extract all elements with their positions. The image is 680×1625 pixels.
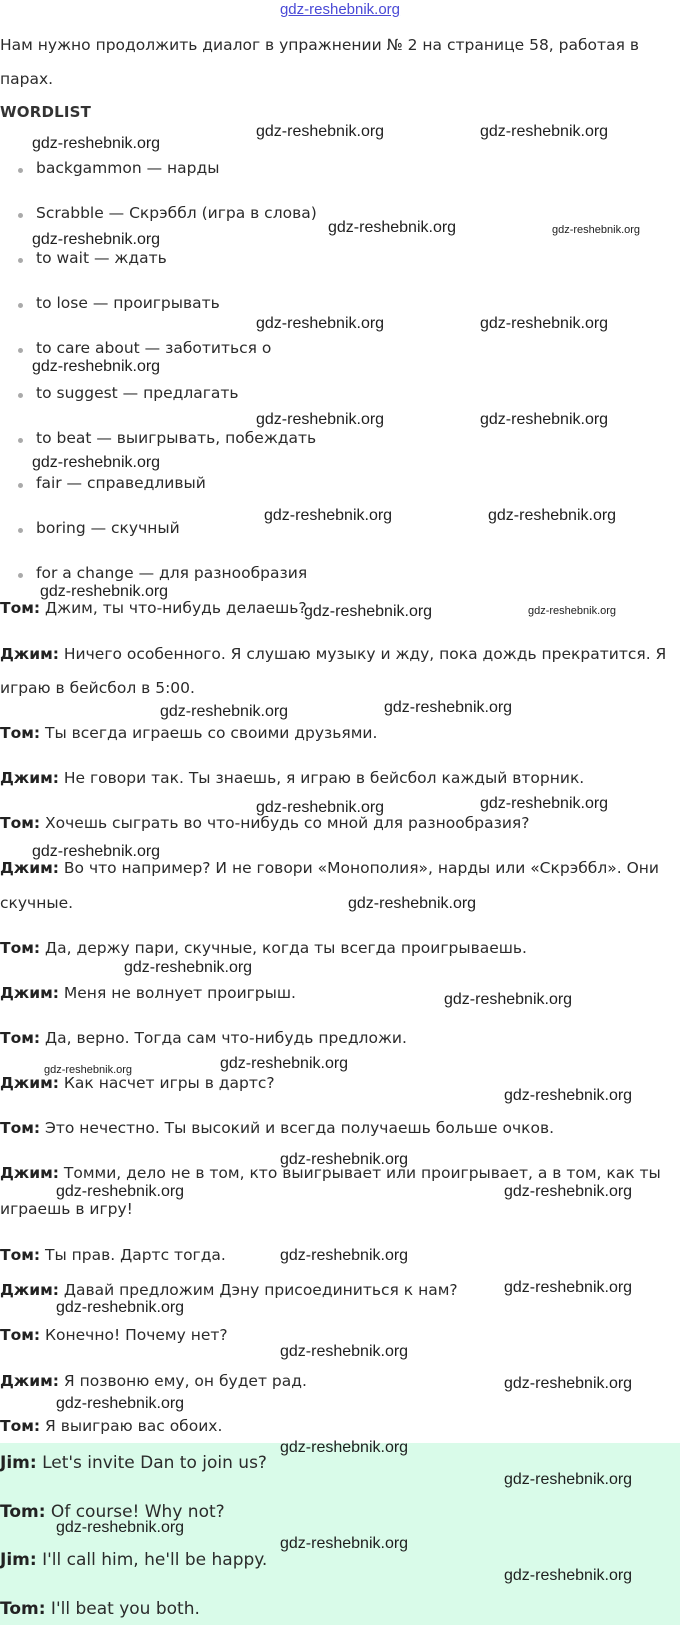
wordlist-item: to suggest — предлагать — [36, 384, 239, 402]
bullet-dot — [18, 393, 23, 398]
speaker-label: Джим: — [0, 1074, 59, 1092]
dialogue-text: Это нечестно. Ты высокий и всегда получаешь больше очков. — [40, 1119, 555, 1137]
english-line — [0, 1598, 200, 1620]
dialogue-text: Томми, дело не в том, кто выигрывает или проигрывает, а в том, как ты — [58, 1164, 661, 1182]
dialogue-line — [0, 768, 584, 788]
dialogue-text: Меня не волнует проигрыш. — [58, 984, 296, 1002]
watermark: gdz-reshebnik.org — [504, 1567, 633, 1584]
watermark: gdz-reshebnik.org — [32, 358, 161, 375]
intro-line-2: парах. — [0, 70, 54, 88]
watermark: gdz-reshebnik.org — [304, 603, 433, 620]
bullet-dot — [18, 213, 23, 218]
watermark: gdz-reshebnik.org — [480, 411, 609, 428]
speaker-label: Том: — [0, 1246, 41, 1264]
wordlist-item: to lose — проигрывать — [36, 294, 220, 312]
watermark: gdz-reshebnik.org — [44, 1064, 133, 1076]
watermark: gdz-reshebnik.org — [480, 795, 609, 812]
dialogue-text: Хочешь сыграть во что-нибудь со мной для разнообразия? — [40, 814, 530, 832]
speaker-label: Tom: — [0, 1502, 46, 1522]
dialogue-line — [0, 598, 307, 618]
speaker-label: Джим: — [0, 769, 59, 787]
dialogue-line — [0, 1073, 275, 1093]
speaker-label: Джим: — [0, 645, 59, 663]
dialogue-line-cont: играю в бейсбол в 5:00. — [0, 679, 195, 697]
watermark: gdz-reshebnik.org — [444, 991, 573, 1008]
english-line — [0, 1549, 267, 1571]
watermark: gdz-reshebnik.org — [256, 799, 385, 816]
watermark: gdz-reshebnik.org — [32, 843, 161, 860]
dialogue-line — [0, 858, 659, 878]
dialogue-line — [0, 1416, 222, 1436]
wordlist-item: to care about — заботиться о — [36, 339, 272, 357]
watermark: gdz-reshebnik.org — [40, 583, 169, 600]
watermark: gdz-reshebnik.org — [56, 1519, 185, 1536]
bullet-dot — [18, 483, 23, 488]
dialogue-line — [0, 723, 377, 743]
watermark: gdz-reshebnik.org — [56, 1299, 185, 1316]
dialogue-line — [0, 1325, 228, 1345]
dialogue-line — [0, 1371, 307, 1391]
speaker-label: Том: — [0, 814, 41, 832]
wordlist-item: to beat — выигрывать, побеждать — [36, 429, 317, 447]
dialogue-text: Давай предложим Дэну присоединиться к нам? — [58, 1281, 458, 1299]
speaker-label: Jim: — [0, 1550, 37, 1570]
speaker-label: Том: — [0, 1119, 41, 1137]
watermark: gdz-reshebnik.org — [504, 1375, 633, 1392]
watermark: gdz-reshebnik.org — [32, 135, 161, 152]
dialogue-line — [0, 983, 296, 1003]
watermark: gdz-reshebnik.org — [264, 507, 393, 524]
speaker-label: Том: — [0, 599, 41, 617]
bullet-dot — [18, 438, 23, 443]
bullet-dot — [18, 573, 23, 578]
wordlist-item: Scrabble — Скрэббл (игра в слова) — [36, 204, 317, 222]
watermark: gdz-reshebnik.org — [328, 219, 457, 236]
dialogue-text: Во что например? И не говори «Монополия», нарды или «Скрэббл». Они — [58, 859, 659, 877]
bullet-dot — [18, 168, 23, 173]
watermark: gdz-reshebnik.org — [384, 699, 513, 716]
dialogue-line — [0, 1118, 554, 1138]
bullet-dot — [18, 348, 23, 353]
watermark: gdz-reshebnik.org — [280, 1151, 409, 1168]
watermark: gdz-reshebnik.org — [32, 454, 161, 471]
wordlist-item: backgammon — нарды — [36, 159, 220, 177]
english-text: I'll call him, he'll be happy. — [36, 1550, 268, 1570]
watermark: gdz-reshebnik.org — [280, 1343, 409, 1360]
watermark: gdz-reshebnik.org — [488, 507, 617, 524]
bullet-dot — [18, 303, 23, 308]
speaker-label: Том: — [0, 939, 41, 957]
english-text: Of course! Why not? — [45, 1502, 225, 1522]
speaker-label: Джим: — [0, 859, 59, 877]
dialogue-line — [0, 938, 527, 958]
wordlist-item: to wait — ждать — [36, 249, 167, 267]
bullet-dot — [18, 528, 23, 533]
watermark: gdz-reshebnik.org — [552, 224, 641, 236]
english-text: I'll beat you both. — [45, 1599, 200, 1619]
site-link[interactable]: gdz-reshebnik.org — [279, 1, 401, 18]
watermark: gdz-reshebnik.org — [348, 895, 477, 912]
speaker-label: Джим: — [0, 1164, 59, 1182]
dialogue-text: Я выиграю вас обоих. — [40, 1417, 223, 1435]
watermark: gdz-reshebnik.org — [56, 1183, 185, 1200]
wordlist-item: boring — скучный — [36, 519, 180, 537]
wordlist-heading: WORDLIST — [0, 103, 92, 121]
english-text: Let's invite Dan to join us? — [36, 1453, 267, 1473]
watermark: gdz-reshebnik.org — [160, 703, 289, 720]
speaker-label: Jim: — [0, 1453, 37, 1473]
dialogue-line — [0, 1245, 226, 1265]
speaker-label: Джим: — [0, 1372, 59, 1390]
watermark: gdz-reshebnik.org — [504, 1471, 633, 1488]
speaker-label: Джим: — [0, 984, 59, 1002]
dialogue-text: Джим, ты что-нибудь делаешь? — [40, 599, 307, 617]
watermark: gdz-reshebnik.org — [504, 1087, 633, 1104]
watermark: gdz-reshebnik.org — [280, 1535, 409, 1552]
speaker-label: Том: — [0, 1029, 41, 1047]
dialogue-text: Ты всегда играешь со своими друзьями. — [40, 724, 378, 742]
wordlist-item: for a change — для разнообразия — [36, 564, 308, 582]
watermark: gdz-reshebnik.org — [280, 1247, 409, 1264]
watermark: gdz-reshebnik.org — [56, 1395, 185, 1412]
watermark: gdz-reshebnik.org — [480, 315, 609, 332]
dialogue-line — [0, 1028, 407, 1048]
dialogue-line-cont: скучные. — [0, 894, 74, 912]
dialogue-text: Я позвоню ему, он будет рад. — [58, 1372, 307, 1390]
dialogue-text: Ты прав. Дартс тогда. — [40, 1246, 226, 1264]
dialogue-text: Как насчет игры в дартс? — [58, 1074, 275, 1092]
speaker-label: Tom: — [0, 1599, 46, 1619]
bullet-dot — [18, 258, 23, 263]
watermark: gdz-reshebnik.org — [256, 315, 385, 332]
speaker-label: Джим: — [0, 1281, 59, 1299]
speaker-label: Том: — [0, 1326, 41, 1344]
watermark: gdz-reshebnik.org — [280, 1439, 409, 1456]
watermark: gdz-reshebnik.org — [504, 1183, 633, 1200]
dialogue-line — [0, 1280, 458, 1300]
dialogue-text: Ничего особенного. Я слушаю музыку и жду, пока дождь прекратится. Я — [58, 645, 667, 663]
watermark: gdz-reshebnik.org — [528, 605, 617, 617]
watermark: gdz-reshebnik.org — [124, 959, 253, 976]
speaker-label: Том: — [0, 724, 41, 742]
watermark: gdz-reshebnik.org — [32, 231, 161, 248]
watermark: gdz-reshebnik.org — [256, 411, 385, 428]
intro-line-1: Нам нужно продолжить диалог в упражнении № 2 на странице 58, работая в — [0, 36, 639, 54]
dialogue-text: Да, держу пари, скучные, когда ты всегда проигрываешь. — [40, 939, 527, 957]
wordlist-item: fair — справедливый — [36, 474, 206, 492]
dialogue-text: Конечно! Почему нет? — [40, 1326, 228, 1344]
watermark: gdz-reshebnik.org — [504, 1279, 633, 1296]
speaker-label: Том: — [0, 1417, 41, 1435]
watermark: gdz-reshebnik.org — [256, 123, 385, 140]
watermark: gdz-reshebnik.org — [480, 123, 609, 140]
watermark: gdz-reshebnik.org — [220, 1055, 349, 1072]
dialogue-line — [0, 644, 666, 664]
dialogue-line-cont: играешь в игру! — [0, 1200, 133, 1218]
dialogue-text: Не говори так. Ты знаешь, я играю в бейсбол каждый вторник. — [58, 769, 585, 787]
english-line — [0, 1452, 267, 1474]
dialogue-text: Да, верно. Тогда сам что-нибудь предложи. — [40, 1029, 407, 1047]
